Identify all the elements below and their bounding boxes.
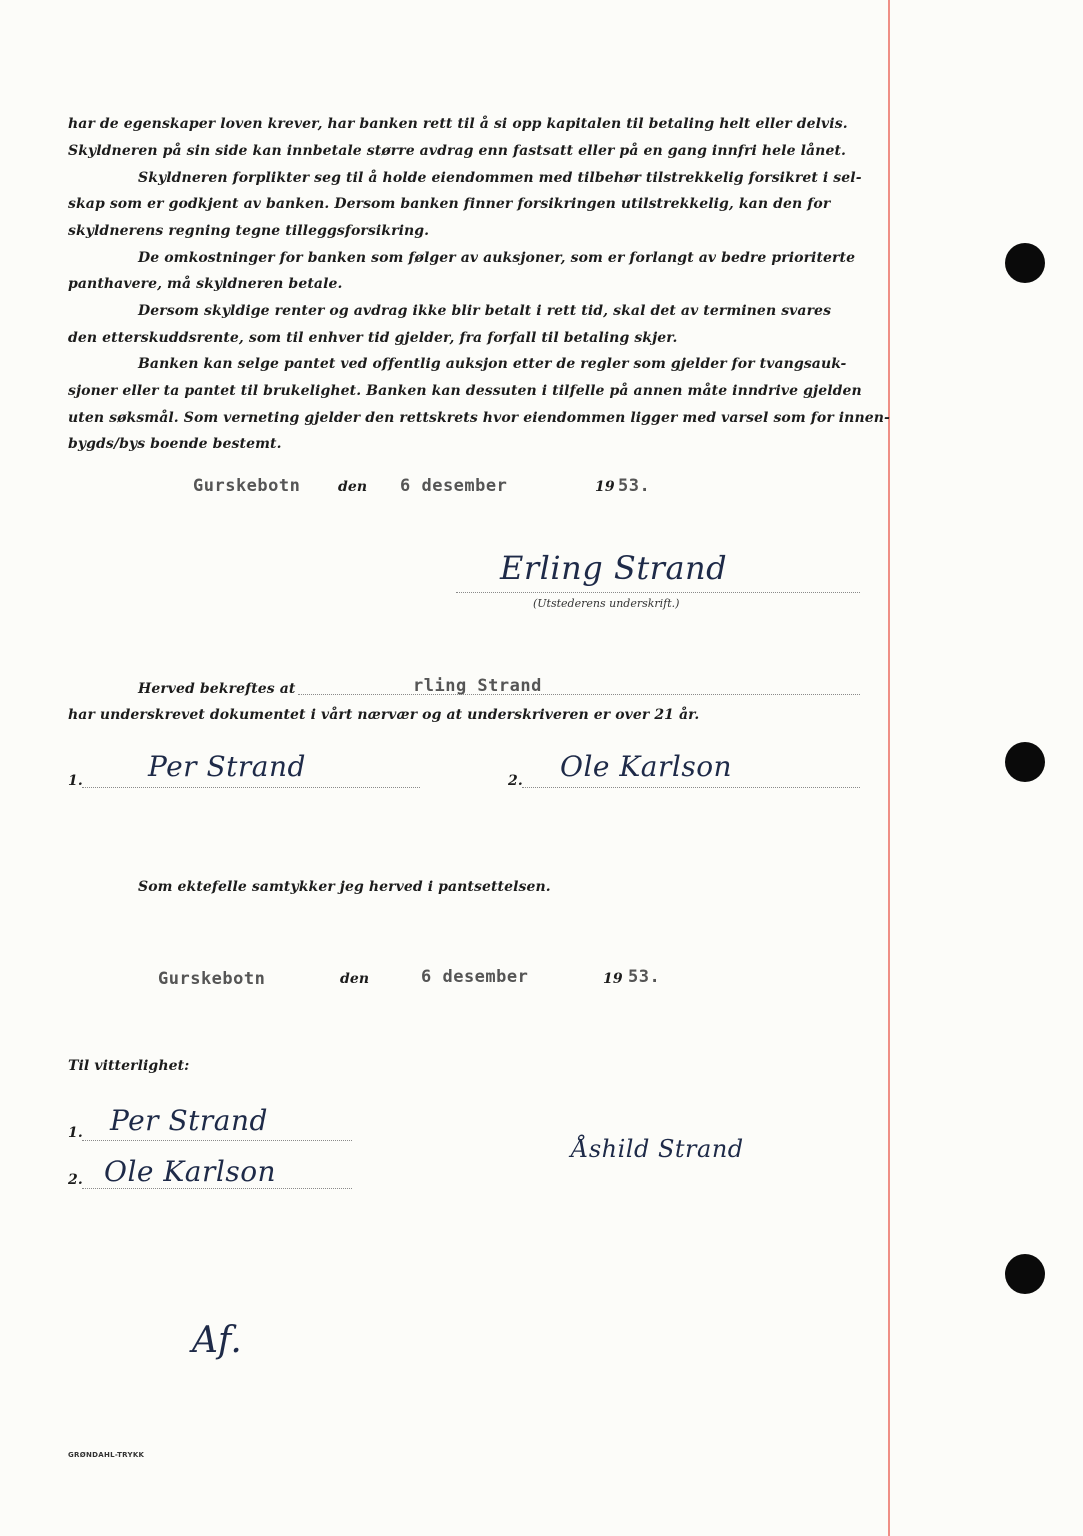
spouse-year-suffix: 53. — [628, 967, 661, 987]
spouse-place: Gurskebotn — [158, 969, 266, 989]
issue-year-prefix: 19 — [595, 479, 615, 495]
terms-line-5: skyldnerens regning tegne tilleggsforsikring. — [68, 223, 430, 239]
witness-line-2 — [522, 787, 860, 788]
punch-hole-bottom — [1005, 1254, 1045, 1294]
attest-line-1 — [82, 1140, 352, 1141]
witness-number-2: 2. — [508, 773, 523, 789]
spouse-date: 6 desember — [421, 967, 529, 987]
witness-number-1: 1. — [68, 773, 83, 789]
spouse-consent: Som ektefelle samtykker jeg herved i pantsettelsen. — [138, 879, 551, 895]
witness-signature-2: Ole Karlson — [560, 750, 733, 783]
witness-confirmation-label: Herved bekreftes at — [138, 681, 296, 697]
terms-line-13: bygds/bys boende bestemt. — [68, 436, 282, 452]
terms-line-6: De omkostninger for banken som følger av auksjoner, som er forlangt av bedre prioriterte — [138, 250, 856, 266]
terms-line-4: skap som er godkjent av banken. Dersom banken finner forsikringen utilstrekkelig, kan den for — [68, 196, 831, 212]
attest-number-2: 2. — [68, 1172, 83, 1188]
punch-hole-middle — [1005, 742, 1045, 782]
issuer-signature: Erling Strand — [500, 549, 728, 587]
attest-label: Til vitterlighet: — [68, 1058, 190, 1074]
attest-line-2 — [82, 1188, 352, 1189]
issuer-signature-caption: (Utstederens underskrift.) — [533, 597, 680, 610]
issue-year-suffix: 53. — [618, 476, 651, 496]
terms-line-12: uten søksmål. Som verneting gjelder den rettskrets hvor eiendommen ligger med varsel som for innen- — [68, 410, 890, 426]
spouse-signature: Åshild Strand — [571, 1135, 744, 1163]
punch-hole-top — [1005, 243, 1045, 283]
terms-line-9: den etterskuddsrente, som til enhver tid gjelder, fra forfall til betaling skjer. — [68, 330, 678, 346]
terms-line-3: Skyldneren forplikter seg til å holde eiendommen med tilbehør tilstrekkelig forsikret i sel- — [138, 170, 862, 186]
terms-line-7: panthavere, må skyldneren betale. — [68, 276, 343, 292]
terms-line-10: Banken kan selge pantet ved offentlig auksjon etter de regler som gjelder for tvangsauk- — [138, 356, 847, 372]
spouse-year-prefix: 19 — [603, 971, 623, 987]
terms-line-8: Dersom skyldige renter og avdrag ikke blir betalt i rett tid, skal det av terminen svares — [138, 303, 832, 319]
terms-line-1: har de egenskaper loven krever, har banken rett til å si opp kapitalen til betaling helt eller delvis. — [68, 116, 848, 132]
margin-rule — [888, 0, 890, 1536]
attest-signature-1: Per Strand — [110, 1104, 268, 1137]
spouse-den-label: den — [340, 971, 370, 987]
handwritten-initials: Af. — [192, 1320, 243, 1361]
witness-confirmation-line — [298, 694, 860, 695]
issue-place: Gurskebotn — [193, 476, 301, 496]
witness-confirmation-name: rling Strand — [413, 676, 542, 696]
attest-number-1: 1. — [68, 1125, 83, 1141]
attest-signature-2: Ole Karlson — [104, 1155, 277, 1188]
issue-date: 6 desember — [400, 476, 508, 496]
terms-line-11: sjoner eller ta pantet til brukelighet. Banken kan dessuten i tilfelle på annen måte inndrive gjelden — [68, 383, 862, 399]
witness-line-1 — [82, 787, 420, 788]
issuer-signature-line — [456, 592, 860, 593]
printer-mark: GRØNDAHL-TRYKK — [68, 1451, 145, 1459]
issue-den-label: den — [338, 479, 368, 495]
witness-confirmation-text: har underskrevet dokumentet i vårt nærvær og at underskriveren er over 21 år. — [68, 707, 700, 723]
witness-signature-1: Per Strand — [148, 750, 306, 783]
terms-line-2: Skyldneren på sin side kan innbetale større avdrag enn fastsatt eller på en gang innfri hele lånet. — [68, 143, 846, 159]
